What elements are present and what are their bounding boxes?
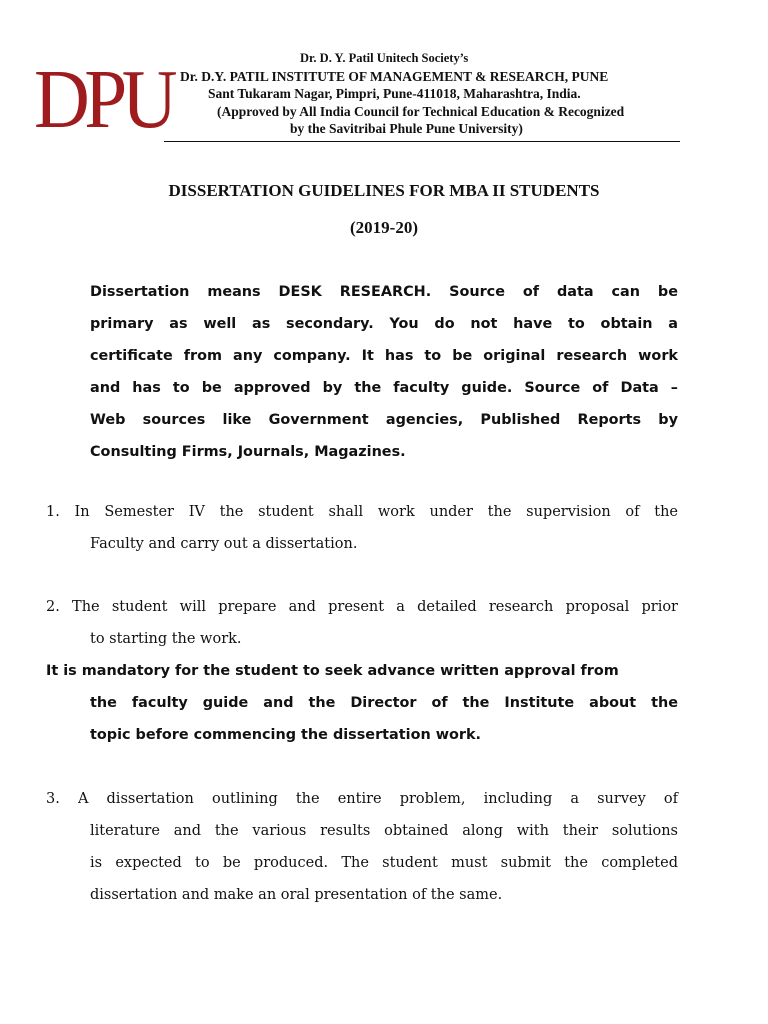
item-line: is expected to be produced. The student must submit the completed (90, 855, 678, 871)
approval-line-2: by the Savitribai Phule Pune University) (290, 121, 523, 136)
intro-line: Dissertation means DESK RESEARCH. Source of data can be (90, 284, 678, 300)
mandatory-line: the faculty guide and the Director of the Institute about the (90, 695, 678, 711)
intro-line: and has to be approved by the faculty guide. Source of Data – (90, 380, 678, 396)
institute-address: Sant Tukaram Nagar, Pimpri, Pune-411018, Maharashtra, India. (208, 86, 581, 101)
intro-line: certificate from any company. It has to be original research work (90, 348, 678, 364)
mandatory-line: It is mandatory for the student to seek advance written approval from (46, 663, 619, 679)
item-line: dissertation and make an oral presentation of the same. (90, 887, 503, 903)
guideline-item-2 (46, 591, 678, 655)
letterhead (160, 50, 680, 138)
mandatory-line: topic before commencing the dissertation work. (90, 727, 482, 743)
institute-name: Dr. D.Y. PATIL INSTITUTE OF MANAGEMENT & RESEARCH, PUNE (180, 68, 609, 84)
institute-logo: DPU (34, 53, 173, 146)
item-line: 1. In Semester IV the student shall work under the supervision of the (46, 504, 678, 520)
intro-line: Web sources like Government agencies, Published Reports by (90, 412, 678, 428)
item-line: to starting the work. (90, 631, 242, 647)
approval-line-1: (Approved by All India Council for Technical Education & Recognized (217, 103, 625, 119)
header-divider (164, 141, 680, 142)
intro-paragraph (90, 276, 678, 468)
document-title: DISSERTATION GUIDELINES FOR MBA II STUDENTS (168, 181, 600, 200)
item-line: 3. A dissertation outlining the entire problem, including a survey of (46, 791, 678, 807)
item-line: literature and the various results obtained along with their solutions (90, 823, 678, 839)
document-year: (2019-20) (350, 218, 418, 237)
intro-line: Consulting Firms, Journals, Magazines. (90, 444, 406, 460)
item-line: 2. The student will prepare and present a detailed research proposal prior (46, 599, 678, 615)
guideline-item-1 (46, 496, 678, 560)
society-name: Dr. D. Y. Patil Unitech Society’s (300, 51, 469, 65)
guideline-item-3 (46, 783, 678, 911)
item-line: Faculty and carry out a dissertation. (90, 536, 358, 552)
intro-line: primary as well as secondary. You do not have to obtain a (90, 316, 678, 332)
mandatory-note (46, 655, 678, 751)
